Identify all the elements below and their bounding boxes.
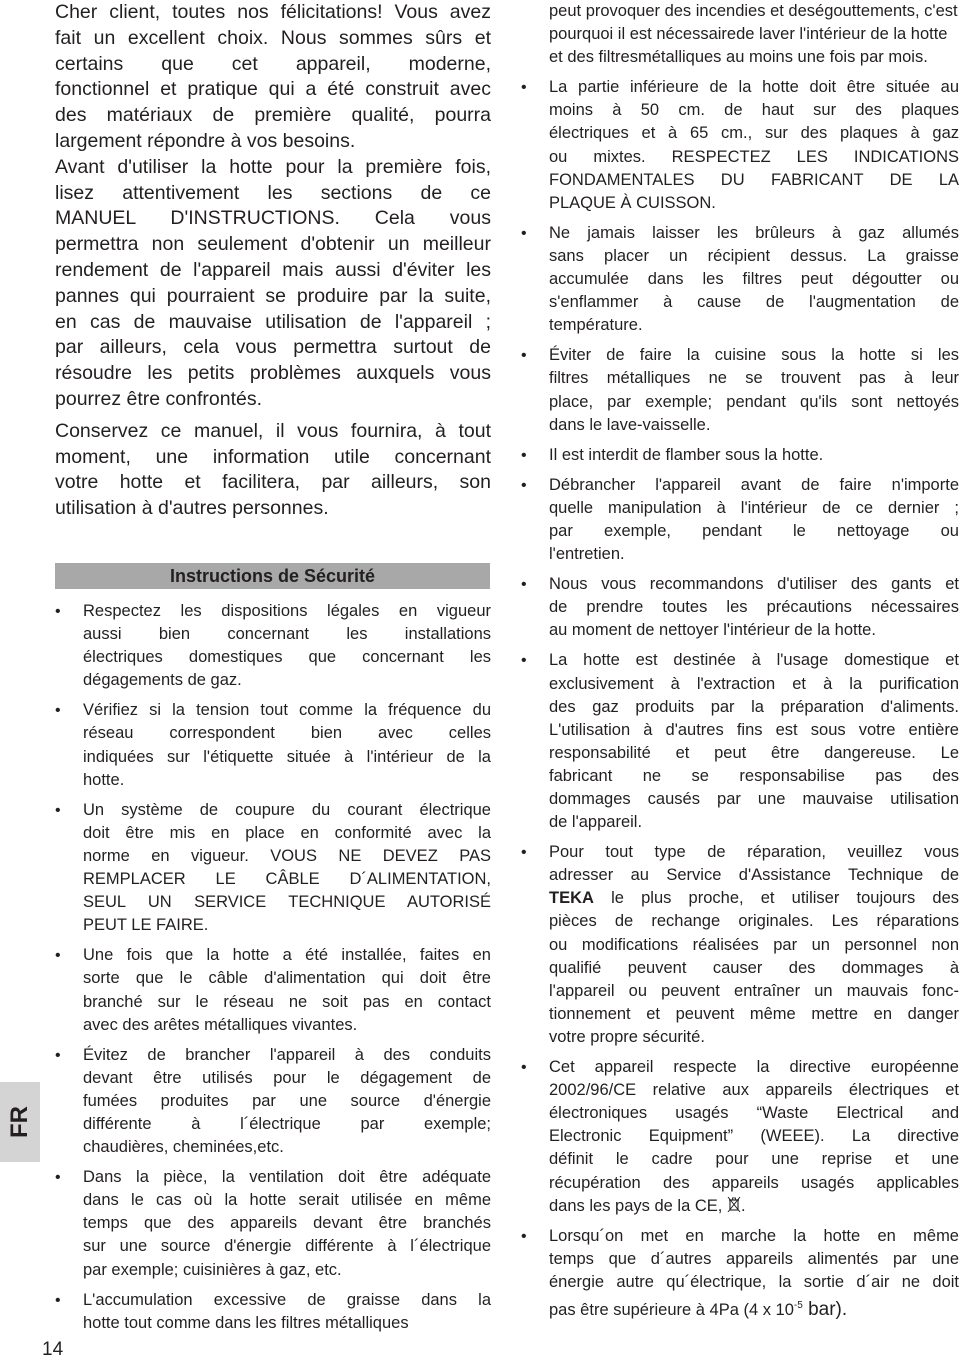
text-line: des matériaux de première qualité, pourra bbox=[55, 104, 491, 127]
text-line: Cher client, toutes nos félicitations! Vous avez bbox=[55, 1, 491, 23]
bullet: • bbox=[521, 476, 527, 494]
bullet: • bbox=[521, 446, 527, 464]
list-item bbox=[55, 799, 491, 938]
text-line: pièces de rechange originales. Les réparations bbox=[549, 912, 959, 931]
text-line: Un système de coupure du courant électrique bbox=[83, 800, 491, 819]
list-item bbox=[521, 76, 959, 215]
item-line: Pour tout type de réparation, veuillez vous bbox=[549, 843, 959, 862]
item-line-rest: le plus proche, et utiliser toujours des bbox=[593, 889, 959, 908]
text-line: Nous vous recommandons d'utiliser des gants et bbox=[549, 575, 959, 594]
text-line: pannes qui pourraient se produire par la suite, bbox=[55, 284, 491, 307]
page-number: 14 bbox=[42, 1339, 64, 1360]
text-line: moins à 50 cm. de haut sur des plaques bbox=[549, 101, 959, 120]
text-line: de l'appareil. bbox=[549, 813, 643, 832]
text-line: moment, une information utile concernant bbox=[55, 445, 491, 468]
text-line: peut provoquer des incendies et des bbox=[549, 2, 816, 20]
intro-paragraph-2 bbox=[55, 155, 491, 413]
text-line: MANUEL D'INSTRUCTIONS. Cela vous bbox=[55, 207, 491, 230]
text-line: dans le lave-vaisselle. bbox=[549, 415, 711, 434]
item-line bbox=[549, 1294, 959, 1322]
intro-paragraph-1 bbox=[55, 0, 491, 155]
crossed-bin-icon bbox=[727, 1196, 741, 1213]
text-line: largement répondre à vos besoins. bbox=[55, 129, 356, 152]
list-item-repair bbox=[521, 841, 959, 1049]
bullet: • bbox=[55, 801, 61, 819]
list-item bbox=[55, 600, 491, 692]
text-line: hotte. bbox=[83, 770, 125, 789]
text-line: temps que des appareils devant être branchés bbox=[83, 1214, 491, 1233]
list-item bbox=[55, 699, 491, 791]
text-line: Vérifiez si la tension tout comme la fréquence du bbox=[83, 701, 491, 720]
text-line: dans le cas où la hotte serait utilisée en même bbox=[83, 1191, 491, 1210]
list-item bbox=[55, 1044, 491, 1159]
list-item bbox=[521, 573, 959, 642]
text-line: aussi bien concernant les installations bbox=[83, 625, 491, 644]
text-line: avec des arêtes métalliques vivantes. bbox=[83, 1015, 358, 1034]
text-line: PLAQUE À CUISSON. bbox=[549, 193, 716, 212]
text-line: dommages causés par une mauvaise utilisation bbox=[549, 790, 959, 808]
text-line: métalliques au moins une fois par mois. bbox=[637, 48, 928, 67]
text-line: dégagements de gaz. bbox=[83, 671, 242, 690]
list-item bbox=[55, 1289, 491, 1335]
text-line: Respectez les dispositions légales en vigueur bbox=[83, 602, 491, 620]
text-line: Il est interdit de flamber sous la hotte. bbox=[549, 445, 824, 464]
section-title: Instructions de Sécurité bbox=[55, 563, 490, 589]
text-line: votre hotte et facilitera, par ailleurs, son bbox=[55, 471, 491, 494]
text-line: des gaz produits par la préparation d'aliments. bbox=[549, 697, 959, 716]
text-line: SEUL UN SERVICE TECHNIQUE AUTORISÉ bbox=[83, 893, 491, 912]
text-line: différente à l´électrique par exemple; bbox=[83, 1114, 491, 1133]
list-item bbox=[521, 222, 959, 337]
text-line: Cet appareil respecte la directive européenne bbox=[549, 1058, 959, 1077]
bullet: • bbox=[521, 576, 527, 594]
text-line: l'entretien. bbox=[549, 545, 625, 564]
text-line: rendement de l'appareil mais aussi d'éviter les bbox=[55, 258, 491, 281]
text-line: réseau correspondent bien avec celles bbox=[83, 724, 491, 743]
brand-name: TEKA bbox=[549, 889, 594, 908]
safety-list-left bbox=[55, 600, 491, 1342]
text-line: votre propre sécurité. bbox=[549, 1027, 705, 1046]
text-line: au moment de nettoyer l'intérieur de la hotte. bbox=[549, 621, 876, 640]
list-item bbox=[55, 1166, 491, 1281]
text-line: La hotte est destinée à l'usage domestique et bbox=[549, 651, 959, 670]
safety-list-right bbox=[521, 0, 959, 1329]
text-line: sur une source d'énergie différente à l´électrique bbox=[83, 1237, 491, 1256]
text-line: branché sur le réseau ne soit pas en contact bbox=[83, 992, 491, 1011]
text-line: accumulée dans les filtres peut dégoutter ou bbox=[549, 270, 959, 289]
intro-paragraph-3 bbox=[55, 419, 491, 522]
list-item bbox=[521, 444, 959, 467]
text-line: utilisation à d'autres personnes. bbox=[55, 497, 329, 520]
text-line: température. bbox=[549, 316, 643, 335]
text-line: récupération des appareils usagés applicables bbox=[549, 1173, 959, 1192]
text-line: REMPLACER LE CÂBLE D´ALIMENTATION, bbox=[83, 870, 491, 889]
text-line: fait un excellent choix. Nous sommes sûrs et bbox=[55, 26, 491, 49]
bullet: • bbox=[55, 1169, 61, 1187]
item-line bbox=[549, 1195, 959, 1218]
pressure-lines bbox=[549, 1225, 959, 1294]
text-line: fonctionnel et pratique qui a été construit avec bbox=[55, 78, 491, 101]
item-line-end: . bbox=[740, 1196, 746, 1215]
item-line bbox=[549, 887, 959, 910]
text-line: doit être mis en place en conformité avec la bbox=[83, 823, 491, 842]
text-line: énergie autre qu´électrique, la sortie d´air ne doit bbox=[549, 1272, 959, 1291]
text-line: sorte que le câble d'alimentation qui doit être bbox=[83, 969, 491, 988]
text-line: permettra non seulement d'obtenir un meilleur bbox=[55, 233, 491, 256]
text-line: ou modifications réalisées par un personnel non bbox=[549, 935, 959, 954]
text-line: par exemple; cuisinières à gaz, etc. bbox=[83, 1260, 342, 1279]
language-tab bbox=[0, 1082, 40, 1162]
list-item-weee bbox=[521, 1056, 959, 1218]
text-line: Évitez de brancher l'appareil à des conduits bbox=[83, 1045, 491, 1064]
text-line: Conservez ce manuel, il vous fournira, à tout bbox=[55, 419, 491, 442]
text-line: fabricant ne se responsabilise pas des bbox=[549, 766, 959, 785]
text-line: norme en vigueur. VOUS NE DEVEZ PAS bbox=[83, 846, 491, 865]
text-line: FONDAMENTALES DU FABRICANT DE LA bbox=[549, 170, 959, 189]
list-item bbox=[521, 474, 959, 566]
text-line: Une fois que la hotte a été installée, faites en bbox=[83, 946, 491, 965]
text-line: en cas de mauvaise utilisation de l'appareil ; bbox=[55, 310, 491, 333]
item-line-end: bar). bbox=[802, 1298, 848, 1320]
text-line: chaudières, cheminées,etc. bbox=[83, 1138, 284, 1157]
continued-list-item bbox=[521, 0, 959, 69]
text-line: hotte tout comme dans les filtres métalliques bbox=[83, 1313, 409, 1332]
text-line: sans placer un récipient dessus. La graisse bbox=[549, 246, 959, 265]
list-item bbox=[521, 344, 959, 436]
text-line: définit le cadre pour une reprise et une bbox=[549, 1150, 959, 1169]
bullet: • bbox=[521, 79, 527, 97]
repair-rest bbox=[549, 910, 959, 1049]
item-line-text: pas être supérieure à 4Pa (4 x 10 bbox=[549, 1300, 794, 1319]
text-line: L'accumulation excessive de graisse dans la bbox=[83, 1290, 491, 1309]
text-line: responsabilité et peut être dangereuse. Le bbox=[549, 743, 959, 762]
text-line: résoudre les petits problèmes auxquels vous bbox=[55, 362, 491, 385]
text-line: lisez attentivement les sections de ce bbox=[55, 181, 491, 204]
exponent: -5 bbox=[793, 1299, 803, 1311]
text-line: Avant d'utiliser la hotte pour la première fois, bbox=[55, 155, 491, 178]
bullet: • bbox=[55, 1046, 61, 1064]
text-line: PEUT LE FAIRE. bbox=[83, 916, 209, 935]
bullet: • bbox=[521, 347, 527, 365]
language-tab-label: FR bbox=[6, 1106, 33, 1138]
text-line: qualifié peuvent causer des dommages à bbox=[549, 958, 959, 977]
text-line: égouttements, c'est pourquoi il est nécessaire bbox=[549, 2, 958, 44]
text-line: L'utilisation à d'autres fins est sous votre entière bbox=[549, 720, 959, 739]
bullet: • bbox=[521, 652, 527, 670]
text-line: indiquées sur l'étiquette située à l'intérieur de la bbox=[83, 747, 491, 766]
item-line-text: dans les pays de la CE, bbox=[549, 1196, 727, 1215]
text-line: électroniques usagés “Waste Electrical and bbox=[549, 1104, 959, 1123]
text-line: s'enflammer à cause de l'augmentation de bbox=[549, 293, 959, 312]
text-line: électriques domestiques que concernant les bbox=[83, 648, 491, 667]
list-item-pressure bbox=[521, 1225, 959, 1322]
text-line: Éviter de faire la cuisine sous la hotte si les bbox=[549, 346, 959, 365]
text-line: La partie inférieure de la hotte doit être située au bbox=[549, 78, 959, 97]
text-line: Lorsqu´on met en marche la hotte en même bbox=[549, 1226, 959, 1245]
text-line: exclusivement à l'extraction et à la purification bbox=[549, 674, 959, 693]
text-line: certains que cet appareil, moderne, bbox=[55, 52, 491, 75]
bullet: • bbox=[55, 702, 61, 720]
right-items bbox=[521, 76, 959, 834]
bullet: • bbox=[55, 1291, 61, 1309]
text-line: pourrez être confrontés. bbox=[55, 387, 263, 410]
list-item bbox=[55, 944, 491, 1036]
text-line: 2002/96/CE relative aux appareils électriques et bbox=[549, 1081, 959, 1100]
text-line: électriques et à 65 cm., sur des plaques à gaz bbox=[549, 124, 959, 143]
text-line: de laver l'intérieur de la hotte et des filtres bbox=[549, 25, 948, 67]
text-line: tionnement et peuvent même mettre en danger bbox=[549, 1004, 959, 1023]
text-line: par exemple, pendant le nettoyage ou bbox=[549, 521, 959, 540]
text-line: Dans la pièce, la ventilation doit être adéquate bbox=[83, 1168, 491, 1187]
text-line: Ne jamais laisser les brûleurs à gaz allumés bbox=[549, 223, 959, 242]
text-line: fumées produites par une source d'énergie bbox=[83, 1091, 491, 1110]
item-line: adresser au Service d'Assistance Technique de bbox=[549, 866, 959, 885]
bullet: • bbox=[521, 1227, 527, 1245]
text-line: par ailleurs, cela vous permettra surtout de bbox=[55, 336, 491, 359]
text-line: quelle manipulation à l'intérieur de ce dernier ; bbox=[549, 498, 959, 517]
text-line: ou mixtes. RESPECTEZ LES INDICATIONS bbox=[549, 147, 959, 166]
text-line: devant être utilisés pour le dégagement de bbox=[83, 1068, 491, 1087]
bullet: • bbox=[521, 1059, 527, 1077]
text-line: temps que d´autres appareils alimentés par une bbox=[549, 1249, 959, 1268]
bullet: • bbox=[521, 844, 527, 862]
text-line: filtres métalliques ne se trouvent pas à leur bbox=[549, 369, 959, 388]
bullet: • bbox=[55, 603, 61, 620]
intro-text bbox=[55, 0, 491, 522]
weee-lines bbox=[549, 1056, 959, 1195]
text-line: Electronic Equipment” (WEEE). La directive bbox=[549, 1127, 959, 1146]
text-line: place, par exemple; pendant qu'ils sont nettoyés bbox=[549, 392, 959, 411]
bullet: • bbox=[521, 224, 527, 242]
bullet: • bbox=[55, 947, 61, 965]
text-line: Débrancher l'appareil avant de faire n'importe bbox=[549, 475, 959, 494]
text-line: l'appareil ou peuvent entraîner un mauvais fonc- bbox=[549, 981, 959, 1000]
text-line: de prendre toutes les précautions nécessaires bbox=[549, 598, 959, 617]
list-item bbox=[521, 649, 959, 834]
